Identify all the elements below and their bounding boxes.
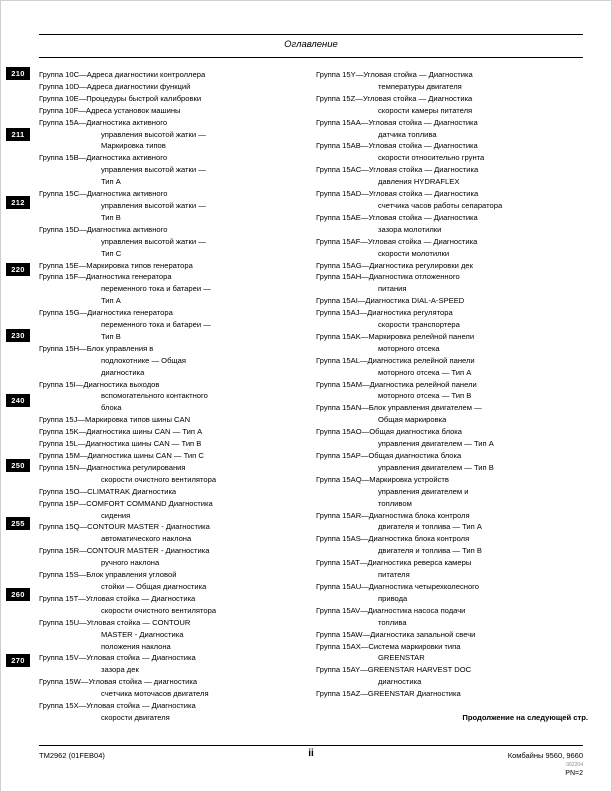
toc-entry [39,426,304,438]
thumb-tab-210: 210 [6,67,30,80]
toc-entry-title: Группа 15X—Угловая стойка — Диагностика [39,701,196,711]
toc-entry [39,188,304,224]
toc-entry-title: Группа 15AG—Диагностика регулировки дек [316,260,473,270]
toc-entry [39,271,304,307]
toc-entry-title: Группа 15AA—Угловая стойка — Диагностика [316,117,478,127]
toc-entry-continuation: моторного отсека [378,343,440,353]
toc-entry-continuation: температуры двигателя [378,81,462,91]
thumb-tab-270: 270 [6,654,30,667]
toc-entry [39,545,304,569]
toc-entry [39,260,304,272]
toc-entry-continuation: переменного тока и батареи — [101,320,211,330]
toc-entry-continuation: управления высотой жатки — [101,129,206,139]
toc-entry-title: Группа 15AS—Диагностика блока контроля [316,534,470,544]
toc-entry [316,450,588,474]
toc-entry-continuation: стойки — Общая диагностика [101,581,207,591]
toc-entry-title: Группа 15G—Диагностика генератора [39,308,173,318]
toc-entry-continuation: скорости очистного вентилятора [101,605,217,615]
toc-entry-title: Группа 10F—Адреса установок машины [39,105,181,115]
toc-entry-continuation: скорости двигателя [101,712,170,722]
toc-entry-title: Группа 15Z—Угловая стойка — Диагностика [316,93,473,103]
toc-entry-continuation: двигателя и топлива — Тип A [378,522,482,532]
toc-entry-continuation: Тип B [101,331,121,341]
toc-entry-continuation: MASTER - Диагностика [101,629,184,639]
toc-entry [316,474,588,510]
footer-pn-label: PN=2 [565,770,583,777]
toc-entry [316,402,588,426]
toc-entry [316,581,588,605]
toc-entries-right [316,69,588,700]
toc-entry [316,188,588,212]
toc-entry-continuation: переменного тока и батареи — [101,284,211,294]
toc-entry-title: Группа 15W—Угловая стойка — диагностика [39,677,198,687]
thumb-tab-211: 211 [6,128,30,141]
toc-entry [39,224,304,260]
footer-page-number: ii [308,748,314,759]
toc-entry-title: Группа 15AD—Угловая стойка — Диагностика [316,189,479,199]
toc-entry-title: Группа 15AC—Угловая стойка — Диагностика [316,165,479,175]
toc-entry-title: Группа 15AJ—Диагностика регулятора [316,308,453,318]
toc-entry [316,260,588,272]
thumb-tab-260: 260 [6,588,30,601]
toc-entry-continuation: питания [378,284,407,294]
toc-entry [39,462,304,486]
toc-entry [39,117,304,153]
toc-entry [316,236,588,260]
toc-entry [39,105,304,117]
toc-entry-title: Группа 15AZ—GREENSTAR Диагностика [316,689,461,699]
toc-entry [39,700,304,724]
toc-entry-continuation: скорости относительно грунта [378,153,485,163]
toc-entry [39,379,304,415]
toc-entry-continuation: управления высотой жатки — [101,165,206,175]
toc-entry [316,140,588,164]
toc-entry-continuation: GREENSTAR [378,653,425,663]
toc-entry-title: Группа 15AP—Общая диагностика блока [316,451,462,460]
toc-entry-title: Группа 15AT—Диагностика реверса камеры [316,558,472,568]
toc-entry-title: Группа 15A—Диагностика активного [39,117,168,127]
toc-entry-continuation: ручного наклона [101,558,160,568]
toc-entry-continuation: питателя [378,570,410,580]
toc-entry [39,438,304,450]
toc-entry-continuation: управления высотой жатки — [101,236,206,246]
toc-entry [316,117,588,141]
toc-entry-continuation: моторного отсека — Тип B [378,391,472,401]
toc-entry [39,652,304,676]
toc-entry [39,152,304,188]
toc-entry-title: Группа 15AY—GREENSTAR HARVEST DOC [316,665,472,675]
toc-entry [316,93,588,117]
toc-entry [316,664,588,688]
toc-entry [316,688,588,700]
toc-entry [316,307,588,331]
toc-entry-continuation: Тип A [101,177,121,187]
toc-entry-continuation: сидения [101,510,131,520]
toc-entry-continuation: Тип C [101,248,122,258]
toc-entry [39,498,304,522]
toc-entry-title: Группа 15Y—Угловая стойка — Диагностика [316,70,473,79]
toc-entry-continuation: зазора молотилки [378,224,442,234]
toc-entry-title: Группа 15S—Блок управления угловой [39,570,177,580]
toc-entry-continuation: Общая маркировка [378,415,447,425]
toc-entry-continuation: скорости транспортера [378,320,460,330]
toc-entry-title: Группа 15AV—Диагностика насоса подачи [316,605,466,615]
toc-entry-title: Группа 15F—Диагностика генератора [39,272,172,282]
toc-entry [39,450,304,462]
toc-entry-title: Группа 15U—Угловая стойка — CONTOUR [39,617,191,627]
toc-entry [316,69,588,93]
toc-entry-continuation: датчика топлива [378,129,437,139]
toc-entry [39,593,304,617]
toc-entry-title: Группа 15AI—Диагностика DIAL-A-SPEED [316,296,465,306]
toc-entry-continuation: управления двигателем — Тип B [378,462,494,472]
toc-entry-title: Группа 15E—Маркировка типов генератора [39,260,193,270]
footer-print-code: 062204 [566,762,583,768]
toc-entry [39,569,304,593]
toc-entry-title: Группа 15AH—Диагностика отложенного [316,272,460,282]
footer-rule [39,745,583,746]
toc-entry-title: Группа 15K—Диагностика шины CAN — Тип A [39,427,203,437]
thumb-tab-220: 220 [6,263,30,276]
toc-entry-title: Группа 15AR—Диагностика блока контроля [316,510,470,520]
toc-entry-continuation: управления двигателем и [378,486,469,496]
toc-entry-continuation: топливом [378,498,412,508]
toc-entry-title: Группа 15N—Диагностика регулирования [39,462,186,472]
toc-entry [316,271,588,295]
footer-doc-number: TM2962 (01FEB04) [39,751,105,760]
toc-entry [39,307,304,343]
toc-entry-title: Группа 15AE—Угловая стойка — Диагностика [316,212,478,222]
toc-entry [316,605,588,629]
toc-entry-continuation: Тип A [101,296,121,306]
toc-entry-continuation: скорости молотилки [378,248,450,258]
toc-entry-title: Группа 15B—Диагностика активного [39,153,168,163]
toc-entry-continuation: диагностика [101,367,145,377]
toc-entry-title: Группа 15AO—Общая диагностика блока [316,427,463,437]
toc-entry [316,557,588,581]
toc-entry-continuation: управления двигателем — Тип A [378,439,494,449]
toc-entry-title: Группа 10C—Адреса диагностики контроллера [39,70,206,79]
toc-entry-continuation: счетчика часов работы сепаратора [378,200,503,210]
toc-entry-continuation: вспомогательного контактного [101,391,208,401]
toc-entry-title: Группа 10E—Процедуры быстрой калибровки [39,93,202,103]
toc-entry [316,295,588,307]
toc-entry-continuation: блока [101,403,122,413]
header-rule-bottom [39,57,583,58]
toc-entry [39,676,304,700]
toc-column-right [316,69,588,724]
toc-entry-title: Группа 15AW—Диагностика запальной свечи [316,629,476,639]
toc-entry-continuation: топлива [378,617,407,627]
toc-entry-title: Группа 15J—Маркировка типов шины CAN [39,415,191,425]
toc-entry [39,93,304,105]
toc-entry-continuation: автоматического наклона [101,534,192,544]
toc-entry-continuation: скорости очистного вентилятора [101,474,217,484]
toc-entry-continuation: зазора дек [101,665,139,675]
toc-entry [39,343,304,379]
header-rule-top [39,34,583,35]
toc-entry [316,164,588,188]
toc-entry [316,379,588,403]
toc-entry-title: Группа 15AQ—Маркировка устройств [316,474,449,484]
thumb-tab-240: 240 [6,394,30,407]
toc-entry-title: Группа 15AN—Блок управления двигателем — [316,403,482,413]
toc-entry-title: Группа 15T—Угловая стойка — Диагностика [39,593,196,603]
thumb-tab-230: 230 [6,329,30,342]
toc-entry [39,69,304,81]
toc-entry-continuation: Маркировка типов [101,141,166,151]
continuation-note: Продолжение на следующей стр. [462,713,588,723]
toc-entry-title: Группа 15V—Угловая стойка — Диагностика [39,653,196,663]
footer-model-names: Комбайны 9560, 9660 [507,751,583,760]
toc-entry-continuation: привода [378,593,408,603]
toc-entry-title: Группа 15AF—Угловая стойка — Диагностика [316,236,478,246]
toc-entry [316,212,588,236]
toc-entry-title: Группа 15AU—Диагностика четырехколесного [316,581,479,591]
toc-entry-continuation: Тип B [101,212,121,222]
toc-entry [316,426,588,450]
toc-entry [39,486,304,498]
toc-entry [316,533,588,557]
toc-entry-continuation: подлокотнике — Общая [101,355,186,365]
toc-entry-title: Группа 15Q—CONTOUR MASTER - Диагностика [39,522,210,532]
toc-entry [316,510,588,534]
toc-entry-title: Группа 15P—COMFORT COMMAND Диагностика [39,498,213,508]
toc-entry-title: Группа 15I—Диагностика выходов [39,379,160,389]
toc-entry-title: Группа 15M—Диагностика шины CAN — Тип C [39,451,204,460]
toc-column-left [39,69,304,724]
toc-entry [316,629,588,641]
toc-entry-title: Группа 15O—CLIMATRAK Диагностика [39,486,177,496]
toc-entry-continuation: диагностика [378,677,422,687]
toc-entry-title: Группа 10D—Адреса диагностики функций [39,81,191,91]
thumb-tab-250: 250 [6,459,30,472]
toc-entry-continuation: положения наклона [101,641,171,651]
toc-entry [39,521,304,545]
toc-entry-continuation: двигателя и топлива — Тип B [378,546,482,556]
toc-entry-continuation: скорости камеры питателя [378,105,473,115]
toc-entry-title: Группа 15C—Диагностика активного [39,189,168,199]
toc-entries-left [39,69,304,724]
page-title: Оглавление [284,39,338,50]
toc-entry [39,414,304,426]
thumb-tab-212: 212 [6,196,30,209]
toc-entry [39,81,304,93]
toc-entry [39,617,304,653]
toc-entry-title: Группа 15H—Блок управления в [39,343,154,353]
toc-entry-continuation: моторного отсека — Тип A [378,367,472,377]
toc-entry-title: Группа 15R—CONTOUR MASTER - Диагностика [39,546,210,556]
toc-entry-continuation: управления высотой жатки — [101,200,206,210]
toc-entry-title: Группа 15AX—Система маркировки типа [316,641,461,651]
toc-entry [316,331,588,355]
toc-entry-title: Группа 15AB—Угловая стойка — Диагностика [316,141,478,151]
toc-entry [316,641,588,665]
toc-entry-title: Группа 15AM—Диагностика релейной панели [316,379,477,389]
toc-entry-title: Группа 15AL—Диагностика релейной панели [316,355,475,365]
toc-entry-continuation: счетчика моточасов двигателя [101,689,209,699]
toc-entry [316,355,588,379]
toc-entry-title: Группа 15L—Диагностика шины CAN — Тип B [39,439,202,449]
toc-entry-continuation: давления HYDRAFLEX [378,177,460,187]
toc-entry-title: Группа 15D—Диагностика активного [39,224,168,234]
thumb-tab-255: 255 [6,517,30,530]
toc-entry-title: Группа 15AK—Маркировка релейной панели [316,331,475,341]
